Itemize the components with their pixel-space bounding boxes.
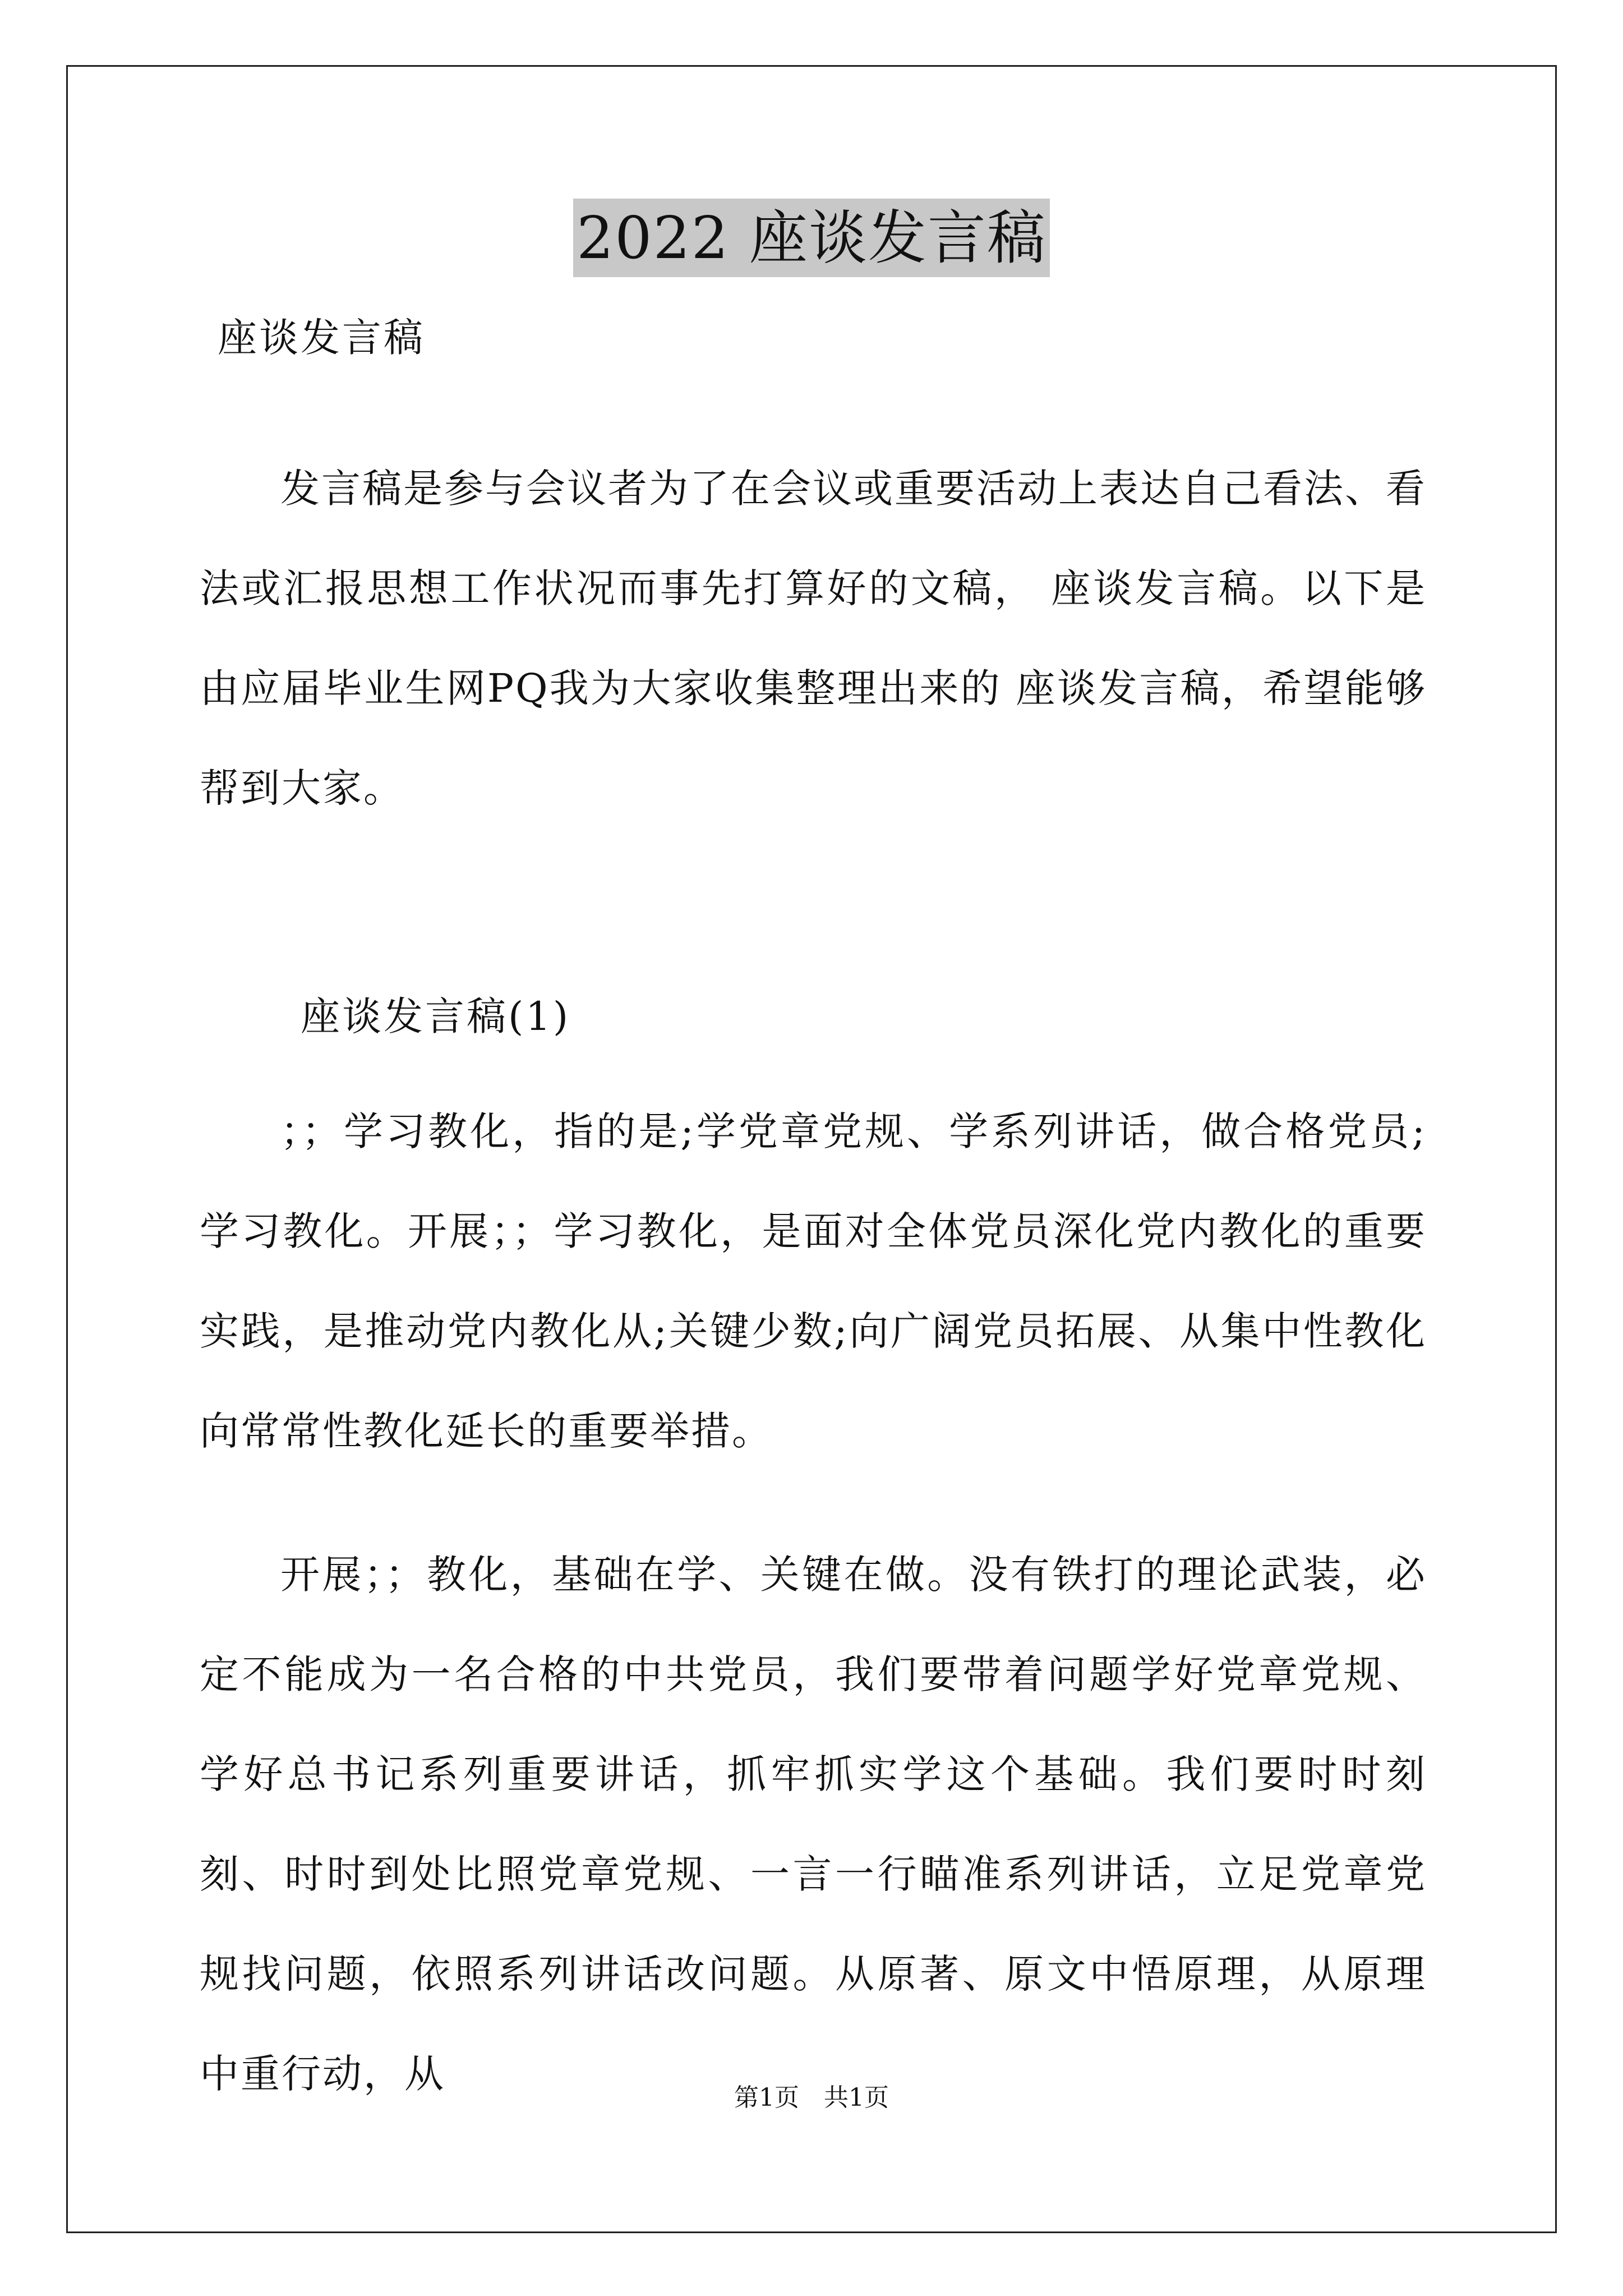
document-title: 2022 座谈发言稿 (573, 199, 1050, 277)
page-footer: 第1页 共1页 (734, 2083, 889, 2112)
title-container (0, 199, 1623, 277)
body-paragraph-2: 开展；；教化，基础在学、关键在做。没有铁打的理论武装，必定不能成为一名合格的中共党员，我们要带着问题学好党章党规、学好总书记系列重要讲话，抓牢抓实学这个基础。我们要时时刻刻、时时到处比照党章党规、一言一行瞄准系列讲话，立足党章党规找问题，依照系列讲话改问题。从原著、原文中悟原理，从原理中重行动，从 (200, 1552, 1427, 2097)
body-paragraph-1: ；；学习教化，指的是;学党章党规、学系列讲话，做合格党员;学习教化。开展；；学习教化，是面对全体党员深化党内教化的重要实践，是推动党内教化从;关键少数;向广阔党员拓展、从集中性教化向常常性教化延长的重要举措。 (200, 1108, 1427, 1454)
document-subtitle: 座谈发言稿 (218, 315, 425, 361)
section-heading: 座谈发言稿(1) (301, 993, 571, 1039)
intro-paragraph: 发言稿是参与会议者为了在会议或重要活动上表达自己看法、看法或汇报思想工作状况而事先打算好的文稿， 座谈发言稿。以下是由应届毕业生网PQ我为大家收集整理出来的 座谈发言稿，希望能够帮到大家。 (200, 466, 1427, 811)
